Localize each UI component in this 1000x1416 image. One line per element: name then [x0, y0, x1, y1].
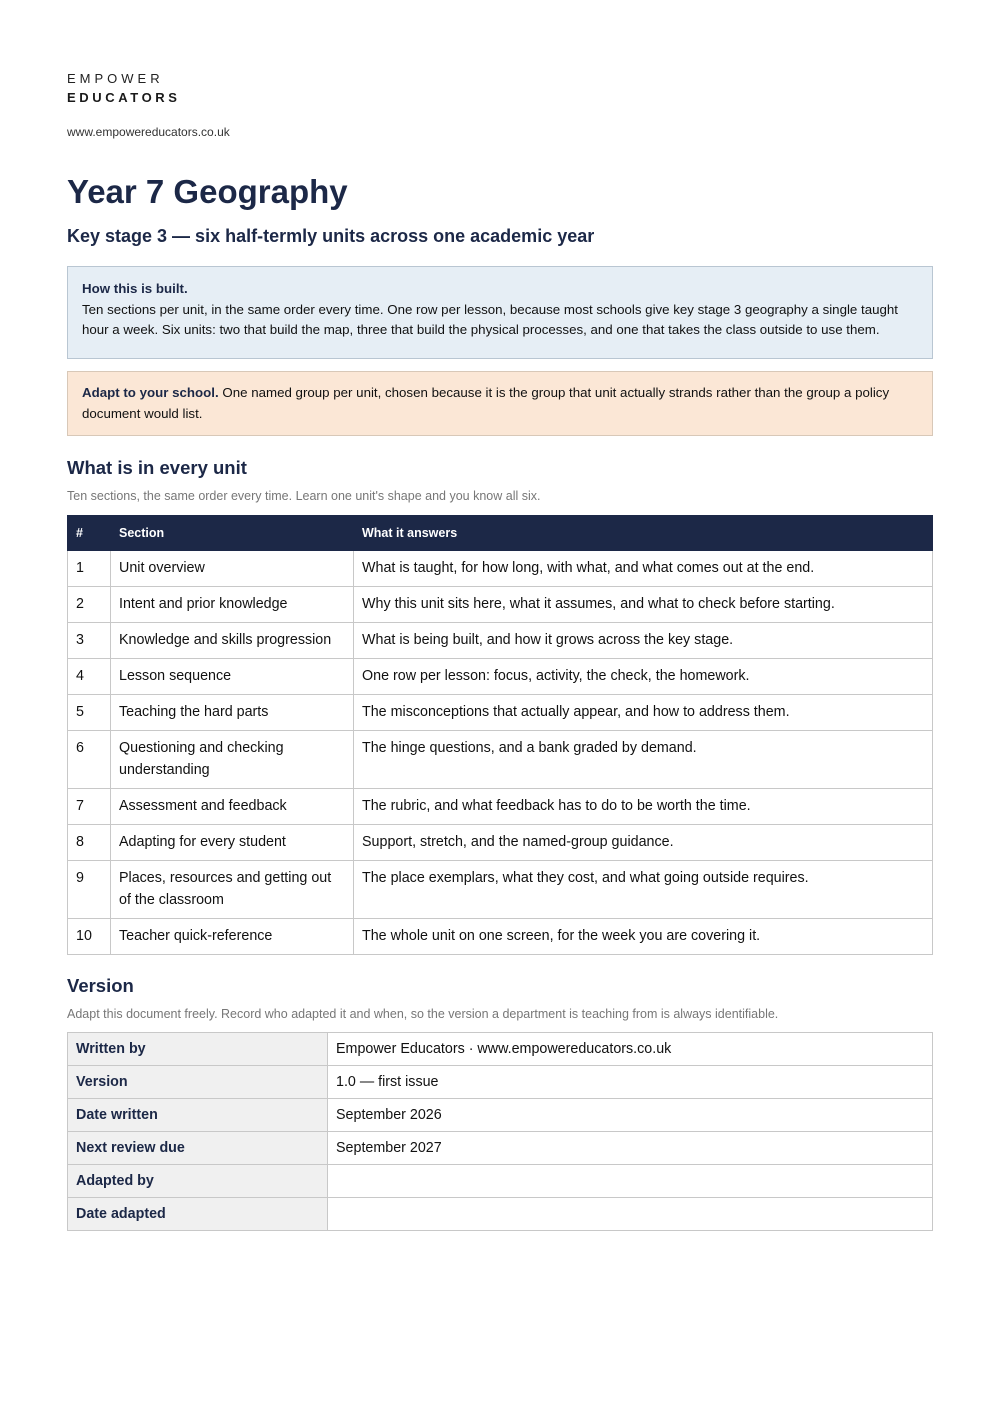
table-row — [68, 730, 933, 788]
units-description: Ten sections, the same order every time. Learn one unit's shape and you know all six. — [67, 488, 541, 503]
row-answers: What is being built, and how it grows across the key stage. — [354, 622, 933, 658]
row-answers: The whole unit on one screen, for the week you are covering it. — [354, 918, 933, 954]
units-heading: What is in every unit — [67, 456, 247, 478]
units-table-header — [68, 515, 933, 550]
row-answers: The rubric, and what feedback has to do to be worth the time. — [354, 788, 933, 824]
field-label: Adapted by — [68, 1164, 328, 1197]
table-row — [68, 550, 933, 586]
version-row-date-adapted — [68, 1197, 933, 1230]
row-number: 4 — [68, 658, 111, 694]
row-section: Teaching the hard parts — [111, 694, 354, 730]
row-answers: One row per lesson: focus, activity, the check, the homework. — [354, 658, 933, 694]
page-title: Year 7 Geography — [67, 173, 348, 210]
field-value: September 2026 — [328, 1098, 933, 1131]
how-built-callout — [67, 266, 933, 359]
row-section: Adapting for every student — [111, 824, 354, 860]
table-row — [68, 860, 933, 918]
column-header-answers: What it answers — [354, 515, 933, 550]
row-section: Lesson sequence — [111, 658, 354, 694]
field-label: Date adapted — [68, 1197, 328, 1230]
row-answers: The place exemplars, what they cost, and what going outside requires. — [354, 860, 933, 918]
how-built-title: How this is built. — [82, 281, 188, 296]
row-section: Knowledge and skills progression — [111, 622, 354, 658]
row-section: Places, resources and getting out of the classroom — [111, 860, 354, 918]
row-section: Questioning and checking understanding — [111, 730, 354, 788]
brand-logo — [67, 70, 933, 107]
version-table — [67, 1032, 933, 1231]
row-section: Intent and prior knowledge — [111, 586, 354, 622]
how-built-text: Ten sections per unit, in the same order every time. One row per lesson, because most schools give key stage 3 geography a single taught hour a week. Six units: two that build the map, three that build the physical processes, and one that takes the class outside to use them. — [82, 301, 898, 337]
field-label: Next review due — [68, 1131, 328, 1164]
version-row-adapted-by — [68, 1164, 933, 1197]
adapt-lead: Adapt to your school. — [82, 384, 219, 400]
column-header-section: Section — [111, 515, 354, 550]
field-label: Version — [68, 1065, 328, 1098]
table-row — [68, 658, 933, 694]
version-row-version — [68, 1065, 933, 1098]
row-answers: Support, stretch, and the named-group guidance. — [354, 824, 933, 860]
row-number: 2 — [68, 586, 111, 622]
version-row-next-review — [68, 1131, 933, 1164]
field-value: 1.0 — first issue — [328, 1065, 933, 1098]
field-label: Written by — [68, 1032, 328, 1065]
row-answers: What is taught, for how long, with what, and what comes out at the end. — [354, 550, 933, 586]
table-row — [68, 788, 933, 824]
version-heading: Version — [67, 974, 134, 996]
brand-url: www.empowereducators.co.uk — [67, 125, 230, 139]
table-row — [68, 622, 933, 658]
row-section: Unit overview — [111, 550, 354, 586]
row-number: 3 — [68, 622, 111, 658]
brand-name-line1: EMPOWER — [67, 71, 164, 86]
row-number: 10 — [68, 918, 111, 954]
field-value: Empower Educators · www.empowereducators.co.uk — [328, 1032, 933, 1065]
version-row-written-by — [68, 1032, 933, 1065]
field-value: September 2027 — [328, 1131, 933, 1164]
version-description: Adapt this document freely. Record who adapted it and when, so the version a department is teaching from is always identifiable. — [67, 1006, 779, 1021]
adapt-text: One named group per unit, chosen because it is the group that unit actually strands rather than the group a policy document would list. — [82, 384, 890, 421]
row-number: 8 — [68, 824, 111, 860]
table-row — [68, 824, 933, 860]
row-section: Teacher quick-reference — [111, 918, 354, 954]
row-section: Assessment and feedback — [111, 788, 354, 824]
version-row-date-written — [68, 1098, 933, 1131]
row-answers: The misconceptions that actually appear, and how to address them. — [354, 694, 933, 730]
table-row — [68, 694, 933, 730]
column-header-number: # — [68, 515, 111, 550]
field-label: Date written — [68, 1098, 328, 1131]
table-row — [68, 586, 933, 622]
row-answers: The hinge questions, and a bank graded by demand. — [354, 730, 933, 788]
row-number: 7 — [68, 788, 111, 824]
field-value — [328, 1197, 933, 1230]
field-value — [328, 1164, 933, 1197]
row-number: 6 — [68, 730, 111, 788]
row-answers: Why this unit sits here, what it assumes, and what to check before starting. — [354, 586, 933, 622]
units-table — [67, 515, 933, 955]
row-number: 9 — [68, 860, 111, 918]
row-number: 5 — [68, 694, 111, 730]
table-row — [68, 918, 933, 954]
adapt-callout — [67, 371, 933, 436]
page-subtitle: Key stage 3 — six half-termly units across one academic year — [67, 226, 595, 246]
brand-name-line2: EDUCATORS — [67, 90, 181, 105]
row-number: 1 — [68, 550, 111, 586]
